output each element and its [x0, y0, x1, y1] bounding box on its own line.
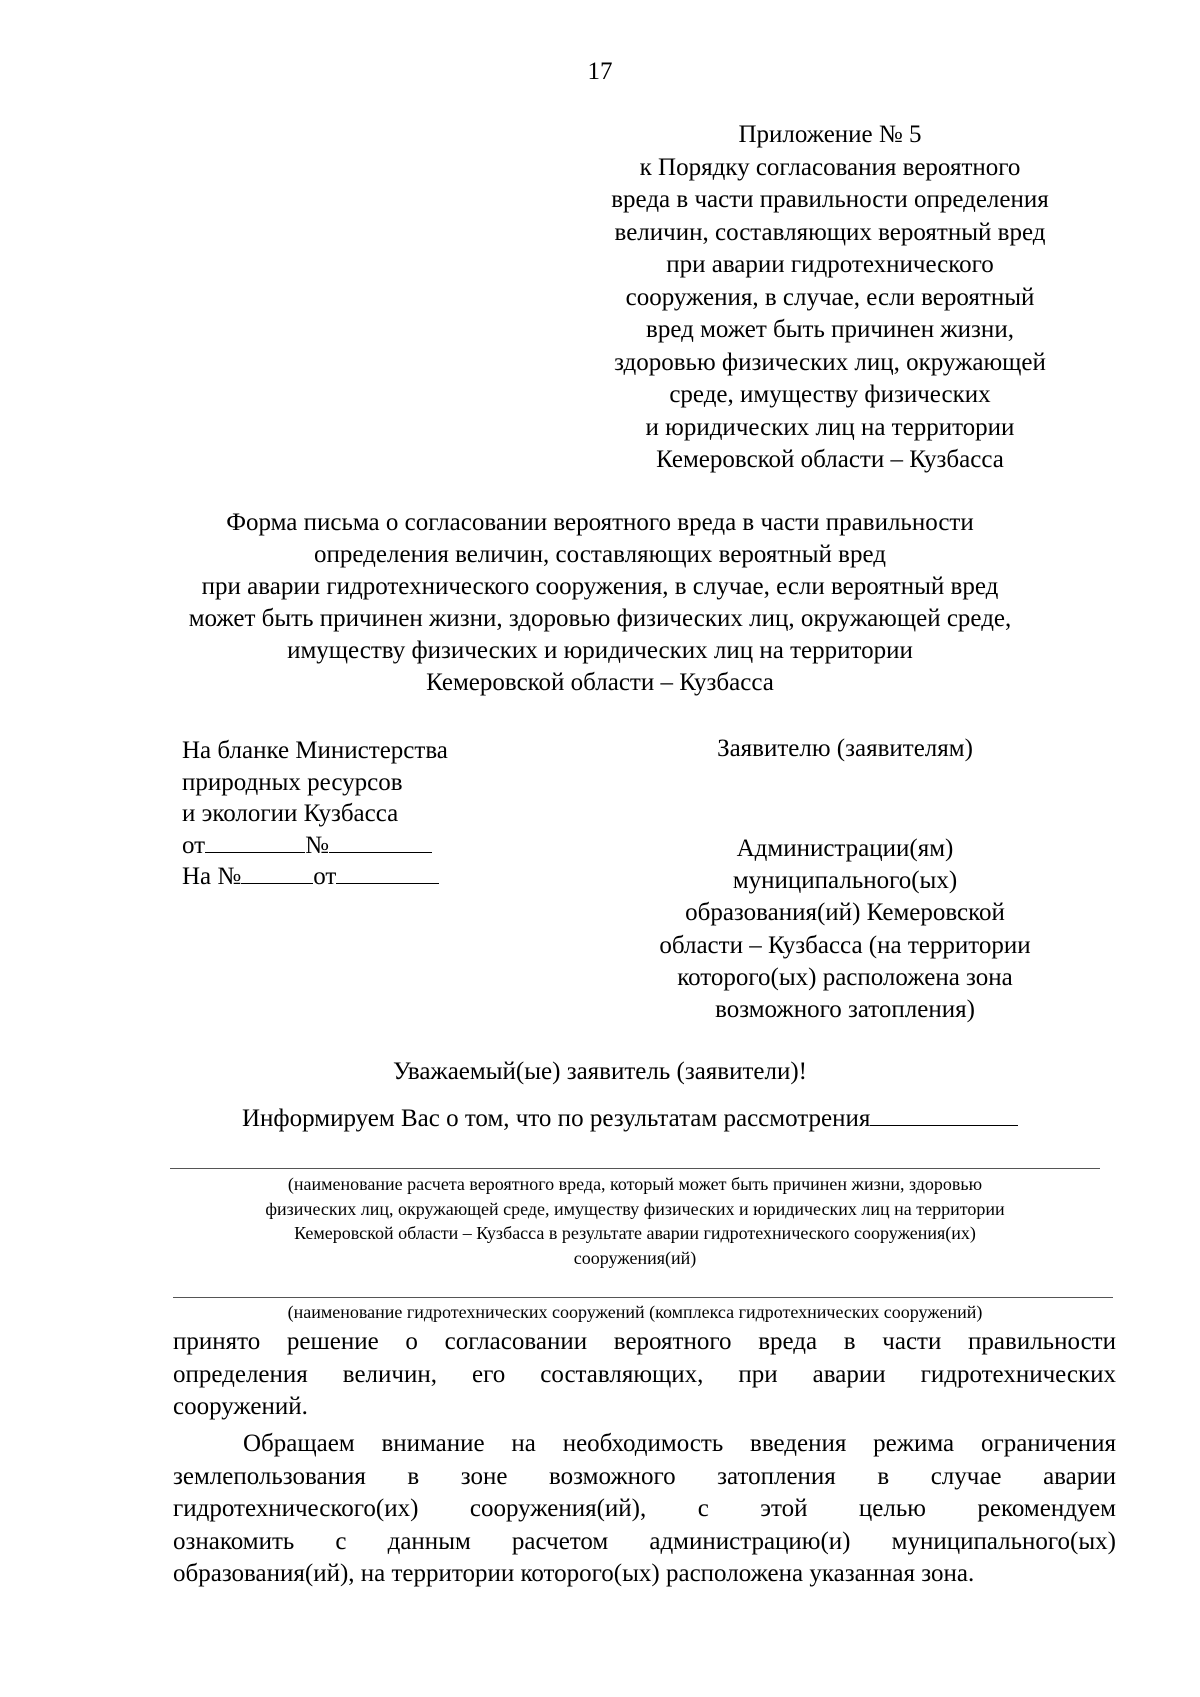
letterhead-line: На бланке Министерства — [182, 737, 448, 764]
letterhead-line: природных ресурсов — [182, 768, 403, 796]
number-blank — [329, 830, 432, 853]
inform-text: Информируем Вас о том, что по результатам рассмотрения — [242, 1105, 871, 1132]
date-blank — [205, 830, 305, 853]
letterhead-block — [182, 735, 448, 893]
appendix-line: Приложение № 5 — [738, 121, 922, 148]
caption-line: сооружения(ий) — [573, 1247, 697, 1268]
reply-date-blank — [336, 861, 439, 884]
from-label: от — [182, 831, 206, 859]
appendix-line: вреда в части правильности определения — [611, 186, 1049, 213]
caption-line: Кемеровской области – Кузбасса в результате аварии гидротехнического сооружения(их) — [294, 1223, 976, 1243]
reply-number-label: На № — [182, 863, 242, 890]
addressee-line: образования(ий) Кемеровской — [685, 899, 1005, 927]
attention-line: Обращаем внимание на необходимость введения режима ограничения — [243, 1430, 1116, 1457]
structures-name-line — [173, 1297, 1113, 1298]
addressee-line: возможного затопления) — [715, 996, 975, 1024]
form-title-line: Кемеровской области – Кузбасса — [426, 669, 774, 696]
attention-line: гидротехнического(их) сооружения(ий), с этой целью рекомендуем — [173, 1495, 1116, 1522]
decision-paragraph — [173, 1326, 1116, 1424]
attention-line: ознакомить с данным расчетом администрацию(и) муниципального(ых) — [173, 1527, 1116, 1555]
appendix-line: величин, составляющих вероятный вред — [614, 218, 1046, 246]
appendix-line: при аварии гидротехнического — [666, 251, 994, 278]
calc-name-line — [170, 1168, 1100, 1169]
review-blank — [870, 1103, 1018, 1126]
addressee-title: Заявителю (заявителям) — [717, 735, 973, 762]
caption-line: (наименование расчета вероятного вреда, который может быть причинен жизни, здоровью — [287, 1174, 983, 1194]
attention-line: землепользования в зоне возможного затопления в случае аварии — [173, 1462, 1116, 1490]
structures-name-caption: (наименование гидротехнических сооружений (комплекса гидротехнических сооружений) — [287, 1302, 983, 1322]
date-number-row — [182, 830, 448, 862]
number-label: № — [305, 831, 329, 859]
addressee-line: области – Кузбасса (на территории — [659, 931, 1031, 959]
addressee-line: Администрации(ям) — [736, 835, 954, 862]
form-title-line: при аварии гидротехнического сооружения, в случае, если вероятный вред — [201, 573, 999, 600]
page-number: 17 — [587, 58, 613, 85]
addressee-line: которого(ых) расположена зона — [677, 963, 1013, 991]
decision-line: сооружений. — [173, 1393, 308, 1420]
inform-line — [242, 1103, 1018, 1133]
appendix-line: к Порядку согласования вероятного — [639, 153, 1021, 181]
appendix-line: здоровью физических лиц, окружающей — [614, 348, 1046, 376]
appendix-line: Кемеровской области – Кузбасса — [656, 446, 1004, 473]
attention-paragraph — [173, 1428, 1116, 1591]
decision-line: определения величин, его составляющих, при аварии гидротехнических — [173, 1360, 1116, 1388]
form-title-line: Форма письма о согласовании вероятного вреда в части правильности — [226, 509, 974, 536]
caption-line: физических лиц, окружающей среде, имуществу физических и юридических лиц на территории — [265, 1198, 1005, 1219]
form-title — [100, 507, 1100, 699]
appendix-line: сооружения, в случае, если вероятный — [625, 283, 1035, 311]
addressee-block — [615, 833, 1075, 1026]
form-title-line: может быть причинен жизни, здоровью физических лиц, окружающей среде, — [188, 605, 1012, 632]
appendix-heading — [560, 119, 1100, 477]
appendix-line: среде, имуществу физических — [669, 381, 991, 408]
reply-from-label: от — [313, 863, 337, 890]
reply-number-blank — [241, 861, 313, 884]
salutation: Уважаемый(ые) заявитель (заявители)! — [392, 1058, 807, 1085]
calc-name-caption — [170, 1172, 1100, 1270]
addressee-line: муниципального(ых) — [732, 867, 958, 895]
reply-row — [182, 861, 448, 893]
appendix-line: и юридических лиц на территории — [645, 413, 1015, 441]
form-title-line: определения величин, составляющих вероятный вред — [314, 541, 886, 568]
letterhead-line: и экологии Кузбасса — [182, 800, 399, 827]
attention-line: образования(ий), на территории которого(ых) расположена указанная зона. — [173, 1560, 975, 1587]
decision-line: принято решение о согласовании вероятного вреда в части правильности — [173, 1328, 1116, 1355]
appendix-line: вред может быть причинен жизни, — [646, 316, 1014, 343]
form-title-line: имуществу физических и юридических лиц на территории — [287, 637, 913, 664]
